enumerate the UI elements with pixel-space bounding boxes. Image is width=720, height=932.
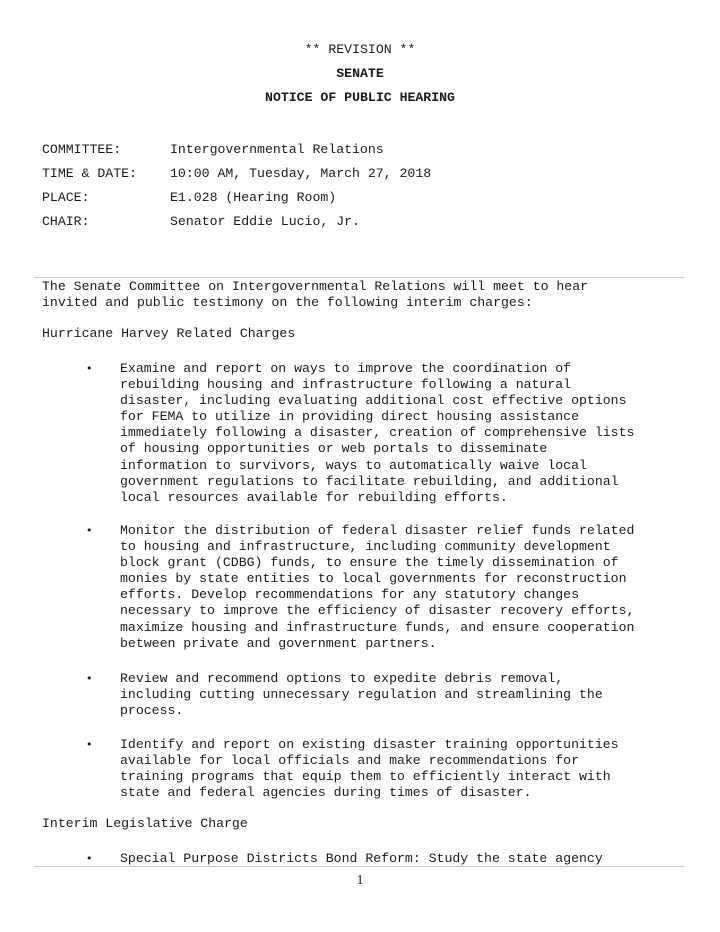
charge-line: efforts. Develop recommendations for any statutory changes <box>120 587 579 603</box>
charge-line: necessary to improve the efficiency of disaster recovery efforts, <box>120 603 635 619</box>
notice-title: NOTICE OF PUBLIC HEARING <box>265 90 455 105</box>
intro-line: The Senate Committee on Intergovernmental Relations will meet to hear <box>42 279 589 294</box>
place-label: PLACE: <box>42 190 90 205</box>
committee-label: COMMITTEE: <box>42 142 122 157</box>
charge-line: Examine and report on ways to improve the coordination of <box>120 361 572 376</box>
footer-divider <box>34 866 684 867</box>
charge-item <box>120 851 603 867</box>
charge-line: Identify and report on existing disaster training opportunities <box>120 737 619 752</box>
section-divider <box>34 277 684 278</box>
place-value: E1.028 (Hearing Room) <box>170 190 337 205</box>
charge-line: Special Purpose Districts Bond Reform: Study the state agency <box>120 851 603 866</box>
intro-paragraph <box>42 279 588 311</box>
intro-line: invited and public testimony on the following interim charges: <box>42 295 533 311</box>
charge-line: training programs that equip them to efficiently interact with <box>120 769 611 785</box>
charge-line: between private and government partners. <box>120 635 437 651</box>
time-date-value: 10:00 AM, Tuesday, March 27, 2018 <box>170 166 432 181</box>
charge-line: of housing opportunities or web portals to disseminate <box>120 441 548 457</box>
charge-item <box>120 361 634 506</box>
page-number: 1 <box>356 873 364 888</box>
bullet-icon: • <box>86 852 93 865</box>
charge-line: immediately following a disaster, creation of comprehensive lists <box>120 425 635 441</box>
charge-line: for FEMA to utilize in providing direct housing assistance <box>120 409 579 425</box>
charge-line: information to survivors, ways to automatically waive local <box>120 457 587 473</box>
charge-line: process. <box>120 703 184 719</box>
charge-item <box>120 523 634 652</box>
charge-line: disaster, including evaluating additional cost effective options <box>120 393 627 409</box>
charge-item <box>120 737 619 801</box>
charge-line: maximize housing and infrastructure funds, and ensure cooperation <box>120 619 635 635</box>
bullet-icon: • <box>86 738 93 751</box>
bullet-icon: • <box>86 524 93 537</box>
section-heading-interim: Interim Legislative Charge <box>42 816 248 831</box>
charge-line: available for local officials and make recommendations for <box>120 753 579 769</box>
charge-line: block grant (CDBG) funds, to ensure the timely dissemination of <box>120 555 619 571</box>
charge-line: rebuilding housing and infrastructure following a natural <box>120 377 572 393</box>
chamber-title: SENATE <box>336 66 384 81</box>
charge-line: Monitor the distribution of federal disaster relief funds related <box>120 523 635 538</box>
charge-line: to housing and infrastructure, including community development <box>120 539 611 555</box>
charge-line: monies by state entities to local governments for reconstruction <box>120 571 627 587</box>
charge-line: Review and recommend options to expedite debris removal, <box>120 671 564 686</box>
chair-label: CHAIR: <box>42 214 90 229</box>
charge-line: government regulations to facilitate rebuilding, and additional <box>120 473 619 489</box>
charge-line: state and federal agencies during times of disaster. <box>120 785 532 801</box>
chair-value: Senator Eddie Lucio, Jr. <box>170 214 360 229</box>
bullet-icon: • <box>86 672 93 685</box>
section-heading-hurricane: Hurricane Harvey Related Charges <box>42 326 296 341</box>
time-date-label: TIME & DATE: <box>42 166 137 181</box>
bullet-icon: • <box>86 362 93 375</box>
charge-item <box>120 671 603 719</box>
committee-value: Intergovernmental Relations <box>170 142 384 157</box>
charge-line: including cutting unnecessary regulation and streamlining the <box>120 687 603 703</box>
revision-marker: ** REVISION ** <box>304 42 416 57</box>
charge-line: local resources available for rebuilding efforts. <box>120 489 508 505</box>
